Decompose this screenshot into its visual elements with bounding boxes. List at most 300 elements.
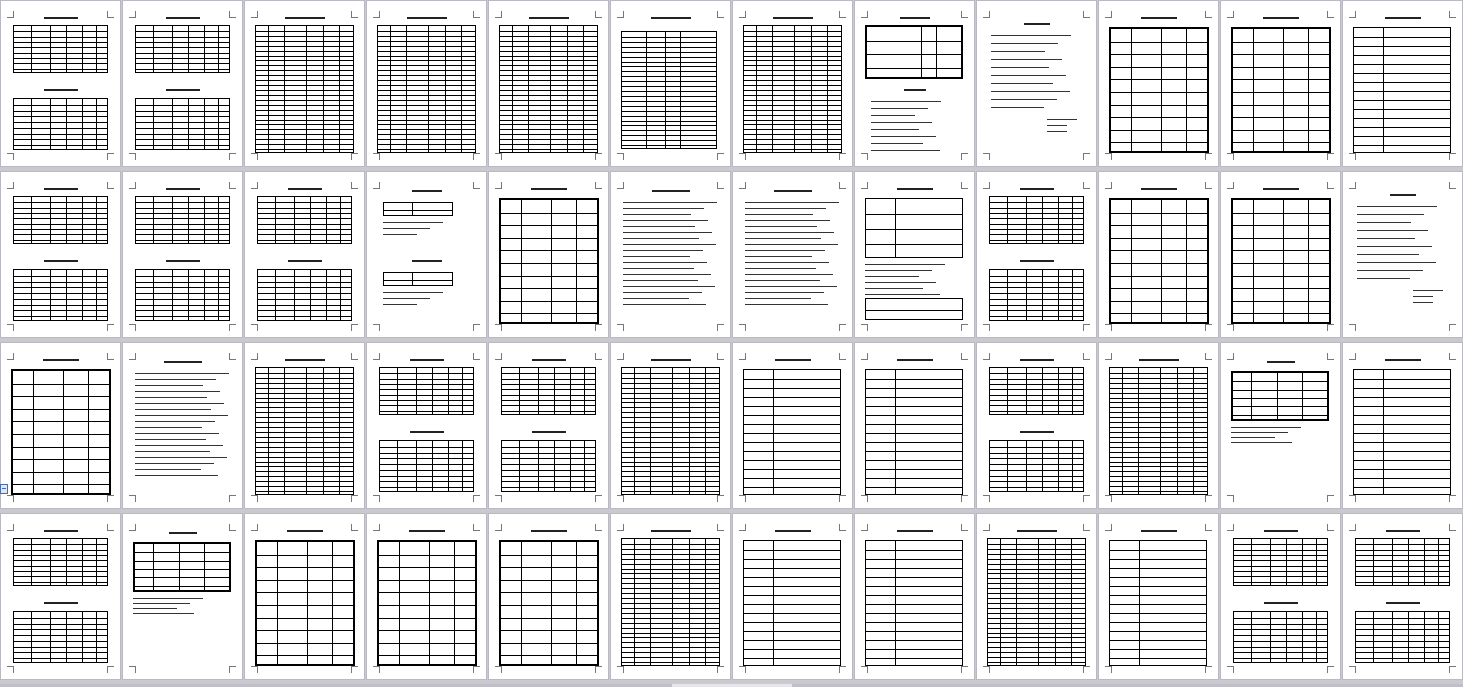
table-col-line [1251,612,1252,662]
text-line [135,469,201,470]
document-page-thumbnail[interactable] [733,172,852,337]
table-row-line [1111,130,1207,131]
document-page-thumbnail[interactable] [245,1,364,166]
table-row-line [135,569,229,570]
table-row-line [744,613,840,614]
table-row-line [866,595,962,596]
table-col-line [634,539,635,665]
crop-mark [473,11,480,18]
table-col-line [284,26,285,152]
table-col-line [1058,197,1059,243]
table-row-line [1356,576,1449,577]
crop-mark [839,11,846,18]
crop-mark [1105,324,1112,331]
table-row-line [622,81,716,82]
table-col-line [448,368,449,414]
crop-mark [1349,11,1356,18]
crop-mark [861,153,868,160]
text-line [745,208,826,209]
crop-mark [1327,324,1334,331]
page-heading [1024,23,1050,25]
document-page-thumbnail[interactable] [977,172,1096,337]
table-row-line [501,250,597,251]
crop-mark [1227,353,1234,360]
table-row-line [384,280,452,281]
table-col-line [936,27,937,77]
text-line [135,409,211,410]
table-row-line [990,229,1083,230]
text-line [135,421,215,422]
table-row-line [380,470,473,471]
table-row-line [501,580,597,581]
crop-mark [495,11,502,18]
text-line [383,304,417,305]
page-heading [651,359,691,361]
text-line [623,214,691,215]
table-col-line [339,26,340,152]
table-col-line [1408,539,1409,585]
table-row-line [1111,225,1207,226]
table-col-line [454,542,455,664]
table-row-line [380,458,473,459]
table-col-line [1373,539,1374,585]
table-row-line [501,592,597,593]
document-page-thumbnail[interactable] [1343,343,1462,508]
table-row-line [136,145,229,146]
table-row-line [380,481,473,482]
table-row-line [136,116,229,117]
table-row-line [866,469,962,470]
crop-mark [1349,524,1356,531]
document-page-thumbnail[interactable] [611,514,730,679]
table-row-line [257,655,353,656]
document-page-thumbnail[interactable] [855,1,974,166]
table-row-line [990,453,1083,454]
table-block [13,269,108,321]
table-col-line [1072,368,1073,414]
table-col-line [432,368,433,414]
table-row-line [380,476,473,477]
table-block [865,198,963,258]
table-col-line [1424,612,1425,662]
crop-mark [1105,353,1112,360]
document-page-thumbnail[interactable] [977,1,1096,166]
document-page-thumbnail[interactable] [1343,172,1462,337]
table-row-line [258,293,351,294]
table-row-line [1233,92,1329,93]
document-page-thumbnail[interactable] [977,343,1096,508]
page-heading [1390,194,1416,196]
page-heading [44,260,78,262]
text-line [135,391,220,392]
document-page-thumbnail[interactable] [611,1,730,166]
table-col-line [412,273,413,285]
table-row-line [1356,571,1449,572]
page-heading [1385,17,1421,19]
text-line [383,222,443,223]
document-page-thumbnail[interactable] [1221,1,1340,166]
table-col-line [672,539,673,665]
crop-mark [107,11,114,18]
table-row-line [744,442,840,443]
table-row-line [257,618,353,619]
text-line [745,280,820,281]
document-page-thumbnail[interactable] [489,172,608,337]
table-col-line [218,99,219,149]
crop-mark [983,666,990,673]
text-line [1357,278,1410,279]
table-col-line [31,270,32,320]
table-block [621,538,720,666]
table-row-line [136,316,229,317]
document-page-thumbnail[interactable] [489,343,608,508]
document-page-thumbnail[interactable] [367,1,486,166]
table-row-line [1110,568,1206,569]
table-row-line [136,305,229,306]
table-row-line [1354,82,1450,83]
table-row-line [136,213,229,214]
document-page-thumbnail[interactable] [1221,514,1340,679]
table-col-line [188,270,189,320]
crop-mark [1105,182,1112,189]
table-block [13,611,108,663]
table-row-line [866,415,962,416]
document-page-thumbnail[interactable] [367,514,486,679]
page-heading [897,530,933,532]
crop-mark [861,11,868,18]
document-page-thumbnail[interactable] [1099,343,1218,508]
page-heading [775,359,811,361]
document-page-thumbnail[interactable] [1343,514,1462,679]
table-row-line [136,218,229,219]
page-heading [1141,530,1177,532]
document-page-thumbnail[interactable] [489,1,608,166]
table-col-line [1438,539,1439,585]
table-row-line [622,76,716,77]
table-row-line [14,647,107,648]
table-row-line [1234,658,1327,659]
table-row-line [14,276,107,277]
document-page-thumbnail[interactable] [123,343,242,508]
crop-mark [7,11,14,18]
text-line [133,608,177,609]
crop-mark [373,353,380,360]
table-row-line [1110,631,1206,632]
document-page-thumbnail[interactable] [1,343,120,508]
table-row-line [14,47,107,48]
table-col-line [204,544,205,590]
table-block [383,272,453,286]
table-col-line [1277,373,1278,419]
crop-mark [473,153,480,160]
table-row-line [258,305,351,306]
table-row-line [258,276,351,277]
table-block [13,98,108,150]
table-block [257,196,352,244]
table-col-line [390,26,391,152]
table-row-line [379,605,475,606]
table-row-line [258,224,351,225]
crop-mark [373,524,380,531]
crop-mark [617,324,624,331]
text-line [133,598,203,599]
table-col-line [82,539,83,585]
table-row-line [744,406,840,407]
crop-mark [351,324,358,331]
page-heading [44,602,78,604]
crop-mark [129,11,136,18]
table-row-line [1356,647,1449,648]
document-page-thumbnail[interactable] [123,1,242,166]
table-col-line [153,99,154,149]
table-row-line [1111,142,1207,143]
crop-mark [1105,495,1112,502]
table-col-line [1316,539,1317,585]
table-row-line [1354,406,1450,407]
text-line [745,238,821,239]
document-page-thumbnail[interactable] [1221,343,1340,508]
document-page-thumbnail[interactable] [1,1,120,166]
table-row-line [501,643,597,644]
table-col-line [339,368,340,494]
table-block [377,540,477,666]
document-page-thumbnail[interactable] [1343,1,1462,166]
table-row-line [1234,641,1327,642]
table-row-line [258,287,351,288]
table-col-line [554,368,555,414]
crop-mark [1083,182,1090,189]
crop-mark [861,524,868,531]
text-line [623,244,716,245]
page-heading [288,188,322,190]
table-col-line [1058,368,1059,414]
table-col-line [895,199,896,257]
table-row-line [744,577,840,578]
table-col-line [31,612,32,662]
table-row-line [1110,604,1206,605]
page-heading [900,17,930,19]
table-row-line [14,299,107,300]
table-row-line [622,86,716,87]
crop-mark [739,495,746,502]
document-page-thumbnail[interactable] [367,343,486,508]
document-page-thumbnail[interactable] [245,514,364,679]
table-col-line [1270,612,1271,662]
table-row-line [13,447,109,448]
table-row-line [136,47,229,48]
crop-mark [495,495,502,502]
table-row-line [866,229,962,230]
document-page-thumbnail[interactable] [733,1,852,166]
table-row-line [1233,238,1329,239]
crop-mark [1227,495,1234,502]
text-line [623,262,707,263]
table-block [1233,611,1328,663]
table-row-line [1110,622,1206,623]
table-row-line [1111,213,1207,214]
table-col-line [412,203,413,215]
table-row-line [744,478,840,479]
crop-mark [1205,182,1212,189]
page-heading [532,431,566,433]
table-block [13,25,108,73]
text-line [135,415,228,416]
table-row-line [744,397,840,398]
page-heading [285,359,325,361]
table-block [11,369,111,495]
document-page-thumbnail[interactable] [245,172,364,337]
document-page-thumbnail[interactable] [123,514,242,679]
table-row-line [379,592,475,593]
document-page-thumbnail[interactable] [733,343,852,508]
table-col-line [31,197,32,243]
crop-mark [839,353,846,360]
table-row-line [14,122,107,123]
document-page-thumbnail[interactable] [855,343,974,508]
crop-mark [1449,353,1456,360]
page-heading [1264,602,1298,604]
document-page-thumbnail[interactable] [1,172,120,337]
table-row-line [257,630,353,631]
table-col-line [31,539,32,585]
table-col-line [576,542,577,664]
table-row-line [14,240,107,241]
document-page-thumbnail[interactable] [1099,172,1218,337]
table-row-line [136,42,229,43]
table-row-line [744,631,840,632]
document-page-thumbnail[interactable] [977,514,1096,679]
table-row-line [14,145,107,146]
table-row-line [257,643,353,644]
table-row-line [1111,301,1207,302]
text-line [623,226,695,227]
table-block [1109,27,1209,153]
document-page-thumbnail[interactable] [1221,172,1340,337]
table-row-line [502,481,595,482]
table-col-line [332,542,333,664]
table-row-line [14,629,107,630]
table-block [989,440,1084,492]
document-page-thumbnail[interactable] [123,172,242,337]
table-col-line [1042,197,1043,243]
table-row-line [14,658,107,659]
table-row-line [14,58,107,59]
document-page-thumbnail[interactable] [733,514,852,679]
table-col-line [512,26,513,152]
table-row-line [1111,42,1207,43]
table-row-line [1234,560,1327,561]
table-col-line [294,270,295,320]
table-row-line [1356,560,1449,561]
table-block [1233,538,1328,586]
table-row-line [744,595,840,596]
table-row-line [14,641,107,642]
crop-mark [1205,524,1212,531]
table-row-line [502,464,595,465]
table-row-line [866,604,962,605]
table-row-line [13,472,109,473]
document-page-thumbnail[interactable] [367,172,486,337]
table-row-line [1233,301,1329,302]
table-row-line [1356,658,1449,659]
table-col-line [218,26,219,72]
crop-mark [1105,666,1112,673]
table-block [257,269,352,321]
table-row-line [380,411,473,412]
crop-mark [107,524,114,531]
table-col-line [1160,368,1161,494]
table-col-line [1058,270,1059,320]
table-col-line [188,26,189,72]
document-page-thumbnail[interactable] [1,514,120,679]
page-heading [44,188,78,190]
document-page-thumbnail[interactable] [489,514,608,679]
page-heading [1264,530,1298,532]
table-row-line [1354,460,1450,461]
table-col-line [1007,270,1008,320]
text-line [383,292,443,293]
table-block [987,538,1086,666]
crop-mark [595,11,602,18]
table-row-line [136,58,229,59]
table-row-line [1356,544,1449,545]
document-page-thumbnail[interactable] [855,514,974,679]
table-row-line [990,316,1083,317]
page-heading [166,17,200,19]
table-col-line [340,270,341,320]
table-col-line [772,26,773,152]
table-row-line [1233,54,1329,55]
table-row-line [1111,79,1207,80]
table-row-line [1356,641,1449,642]
table-block [255,367,354,495]
table-col-line [584,441,585,491]
table-col-line [1251,539,1252,585]
table-row-line [990,299,1083,300]
crop-mark [595,524,602,531]
table-block [377,25,476,153]
document-page-thumbnail[interactable] [1099,1,1218,166]
table-row-line [1234,576,1327,577]
table-row-line [1111,67,1207,68]
text-line [135,475,218,476]
document-page-thumbnail[interactable] [245,343,364,508]
table-col-line [1071,539,1072,665]
text-line [135,403,224,404]
document-page-thumbnail[interactable] [1099,514,1218,679]
table-row-line [14,555,107,556]
crop-mark [1449,666,1456,673]
document-page-thumbnail[interactable] [611,172,730,337]
table-col-line [705,539,706,665]
table-row-line [1356,624,1449,625]
table-row-line [622,47,716,48]
table-row-line [14,139,107,140]
document-icon[interactable] [0,484,8,494]
page-heading [44,17,78,19]
table-row-line [502,395,595,396]
crop-mark [717,11,724,18]
text-line [871,129,919,130]
table-col-line [1302,612,1303,662]
table-col-line [445,26,446,152]
table-row-line [501,605,597,606]
document-page-thumbnail[interactable] [855,172,974,337]
table-col-line [306,368,307,494]
table-row-line [136,240,229,241]
document-page-thumbnail[interactable] [611,343,730,508]
table-row-line [1354,64,1450,65]
